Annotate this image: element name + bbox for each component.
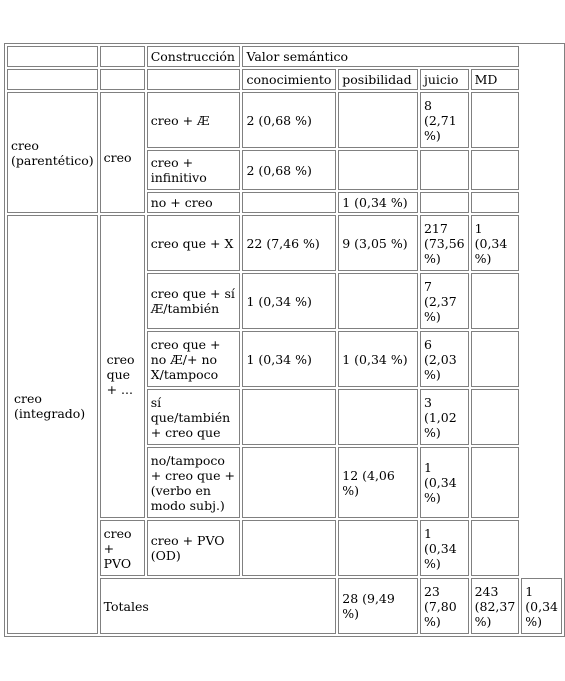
group-label-integrado: creo (integrado) bbox=[7, 215, 98, 634]
construccion-cell: creo + infinitivo bbox=[147, 150, 241, 190]
header-construccion: Construcción bbox=[147, 46, 241, 67]
empty-cell bbox=[100, 46, 145, 67]
col-header-posibilidad: posibilidad bbox=[338, 69, 418, 90]
subgroup-label-creo-pvo: creo + PVO bbox=[100, 520, 145, 576]
conocimiento-cell: 2 (0,68 %) bbox=[242, 150, 336, 190]
totals-posibilidad: 23 (7,80 %) bbox=[420, 578, 469, 634]
conocimiento-cell bbox=[242, 447, 336, 518]
juicio-cell: 3 (1,02 %) bbox=[420, 389, 469, 445]
md-cell bbox=[471, 150, 520, 190]
md-cell bbox=[471, 331, 520, 387]
totals-md: 1 (0,34 %) bbox=[521, 578, 562, 634]
header-row-1 bbox=[7, 46, 562, 67]
juicio-cell: 6 (2,03 %) bbox=[420, 331, 469, 387]
header-valor-semantico: Valor semántico bbox=[242, 46, 519, 67]
totals-label: Totales bbox=[100, 578, 337, 634]
juicio-cell: 8 (2,71 %) bbox=[420, 92, 469, 148]
juicio-cell bbox=[420, 150, 469, 190]
col-header-juicio: juicio bbox=[420, 69, 469, 90]
subgroup-label-creo: creo bbox=[100, 92, 145, 213]
empty-cell bbox=[7, 69, 98, 90]
empty-cell bbox=[7, 46, 98, 67]
construccion-cell: creo + PVO (OD) bbox=[147, 520, 241, 576]
md-cell bbox=[471, 389, 520, 445]
posibilidad-cell bbox=[338, 520, 418, 576]
md-cell bbox=[471, 520, 520, 576]
posibilidad-cell: 9 (3,05 %) bbox=[338, 215, 418, 271]
construccion-cell: no/tampoco + creo que + (verbo en modo subj.) bbox=[147, 447, 241, 518]
col-header-md: MD bbox=[471, 69, 520, 90]
construccion-cell: creo que + X bbox=[147, 215, 241, 271]
construccion-cell: creo que + no Æ/+ no X/tampoco bbox=[147, 331, 241, 387]
construccion-cell: creo que + sí Æ/también bbox=[147, 273, 241, 329]
conocimiento-cell bbox=[242, 192, 336, 213]
posibilidad-cell bbox=[338, 389, 418, 445]
juicio-cell bbox=[420, 192, 469, 213]
juicio-cell: 1 (0,34 %) bbox=[420, 447, 469, 518]
juicio-cell: 217 (73,56 %) bbox=[420, 215, 469, 271]
md-cell bbox=[471, 273, 520, 329]
table-container bbox=[4, 43, 565, 637]
construccion-cell: creo + Æ bbox=[147, 92, 241, 148]
md-cell bbox=[471, 192, 520, 213]
conocimiento-cell: 1 (0,34 %) bbox=[242, 331, 336, 387]
posibilidad-cell bbox=[338, 92, 418, 148]
construccion-cell: sí que/también + creo que bbox=[147, 389, 241, 445]
posibilidad-cell: 12 (4,06 %) bbox=[338, 447, 418, 518]
posibilidad-cell: 1 (0,34 %) bbox=[338, 192, 418, 213]
header-row-2 bbox=[7, 69, 562, 90]
posibilidad-cell bbox=[338, 273, 418, 329]
empty-cell bbox=[147, 69, 241, 90]
construccion-cell: no + creo bbox=[147, 192, 241, 213]
posibilidad-cell: 1 (0,34 %) bbox=[338, 331, 418, 387]
group-label-parentetico: creo (parentético) bbox=[7, 92, 98, 213]
conocimiento-cell: 2 (0,68 %) bbox=[242, 92, 336, 148]
semantic-value-table bbox=[4, 43, 565, 637]
totals-conocimiento: 28 (9,49 %) bbox=[338, 578, 418, 634]
subgroup-label-creo-que: creo que + ... bbox=[100, 215, 145, 518]
conocimiento-cell: 22 (7,46 %) bbox=[242, 215, 336, 271]
conocimiento-cell bbox=[242, 389, 336, 445]
table-row bbox=[7, 215, 562, 271]
juicio-cell: 7 (2,37 %) bbox=[420, 273, 469, 329]
totals-juicio: 243 (82,37 %) bbox=[471, 578, 520, 634]
conocimiento-cell: 1 (0,34 %) bbox=[242, 273, 336, 329]
juicio-cell: 1 (0,34 %) bbox=[420, 520, 469, 576]
md-cell: 1 (0,34 %) bbox=[471, 215, 520, 271]
posibilidad-cell bbox=[338, 150, 418, 190]
md-cell bbox=[471, 92, 520, 148]
table-row bbox=[7, 92, 562, 148]
col-header-conocimiento: conocimiento bbox=[242, 69, 336, 90]
empty-cell bbox=[100, 69, 145, 90]
md-cell bbox=[471, 447, 520, 518]
conocimiento-cell bbox=[242, 520, 336, 576]
